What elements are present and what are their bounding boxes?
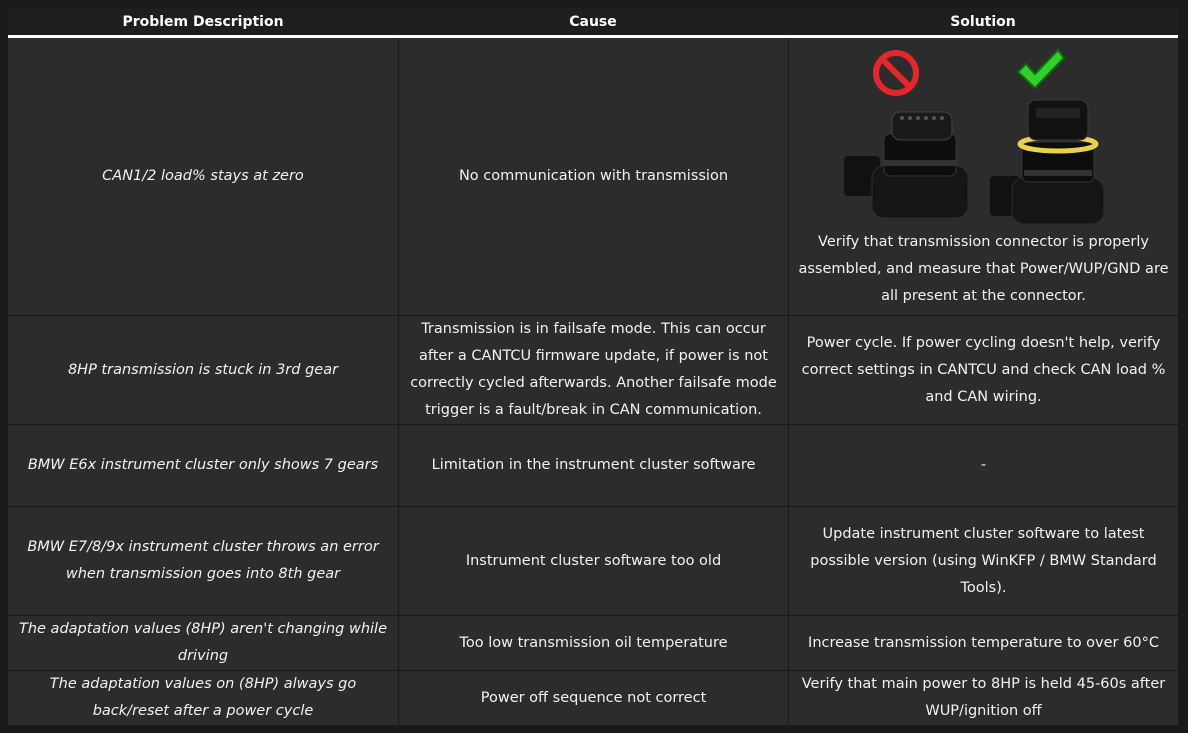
table-row xyxy=(8,616,1178,671)
solution-cell: Verify that main power to 8HP is held 45-60s after WUP/ignition off xyxy=(788,671,1178,725)
problem-cell: BMW E7/8/9x instrument cluster throws an error when transmission goes into 8th gear xyxy=(27,539,379,582)
cause-cell: Transmission is in failsafe mode. This can occur after a CANTCU firmware update, if power is not correctly cycled afterwards. Another failsafe mode trigger is a fault/break in CAN communication. xyxy=(398,316,788,424)
solution-cell: Update instrument cluster software to latest possible version (using WinKFP / BMW Standard Tools). xyxy=(788,507,1178,615)
solution-text: Verify that transmission connector is properly assembled, and measure that Power/WUP/GND are all present at the connector. xyxy=(798,233,1169,304)
table-row xyxy=(8,425,1178,507)
prohibited-icon xyxy=(872,49,920,97)
table-row xyxy=(8,316,1178,425)
problem-cell: 8HP transmission is stuck in 3rd gear xyxy=(67,361,339,378)
problem-cell: CAN1/2 load% stays at zero xyxy=(102,168,304,184)
checkmark-icon xyxy=(1014,46,1066,94)
header-cause: Cause xyxy=(569,13,617,30)
connector-wrong-image xyxy=(844,104,984,224)
cause-cell: Power off sequence not correct xyxy=(398,671,788,725)
connector-correct-image xyxy=(990,96,1110,228)
problem-cell: The adaptation values (8HP) aren't changing while driving xyxy=(18,621,387,664)
solution-cell xyxy=(788,38,1178,315)
table-header xyxy=(8,8,1178,38)
connector-comparison-image xyxy=(804,44,1164,229)
solution-cell: Increase transmission temperature to over 60°C xyxy=(788,616,1178,670)
cause-cell: No communication with transmission xyxy=(398,38,788,315)
troubleshooting-table xyxy=(8,8,1178,724)
table-row xyxy=(8,671,1178,725)
table-row xyxy=(8,38,1178,316)
header-problem: Problem Description xyxy=(122,13,284,30)
cause-cell: Instrument cluster software too old xyxy=(398,507,788,615)
problem-cell: The adaptation values on (8HP) always go back/reset after a power cycle xyxy=(49,676,357,719)
cause-cell: Too low transmission oil temperature xyxy=(398,616,788,670)
solution-cell: - xyxy=(788,425,1178,506)
table-row xyxy=(8,507,1178,616)
header-solution: Solution xyxy=(950,13,1016,30)
cause-cell: Limitation in the instrument cluster software xyxy=(398,425,788,506)
solution-cell: Power cycle. If power cycling doesn't help, verify correct settings in CANTCU and check CAN load % and CAN wiring. xyxy=(788,316,1178,424)
problem-cell: BMW E6x instrument cluster only shows 7 gears xyxy=(27,457,379,473)
